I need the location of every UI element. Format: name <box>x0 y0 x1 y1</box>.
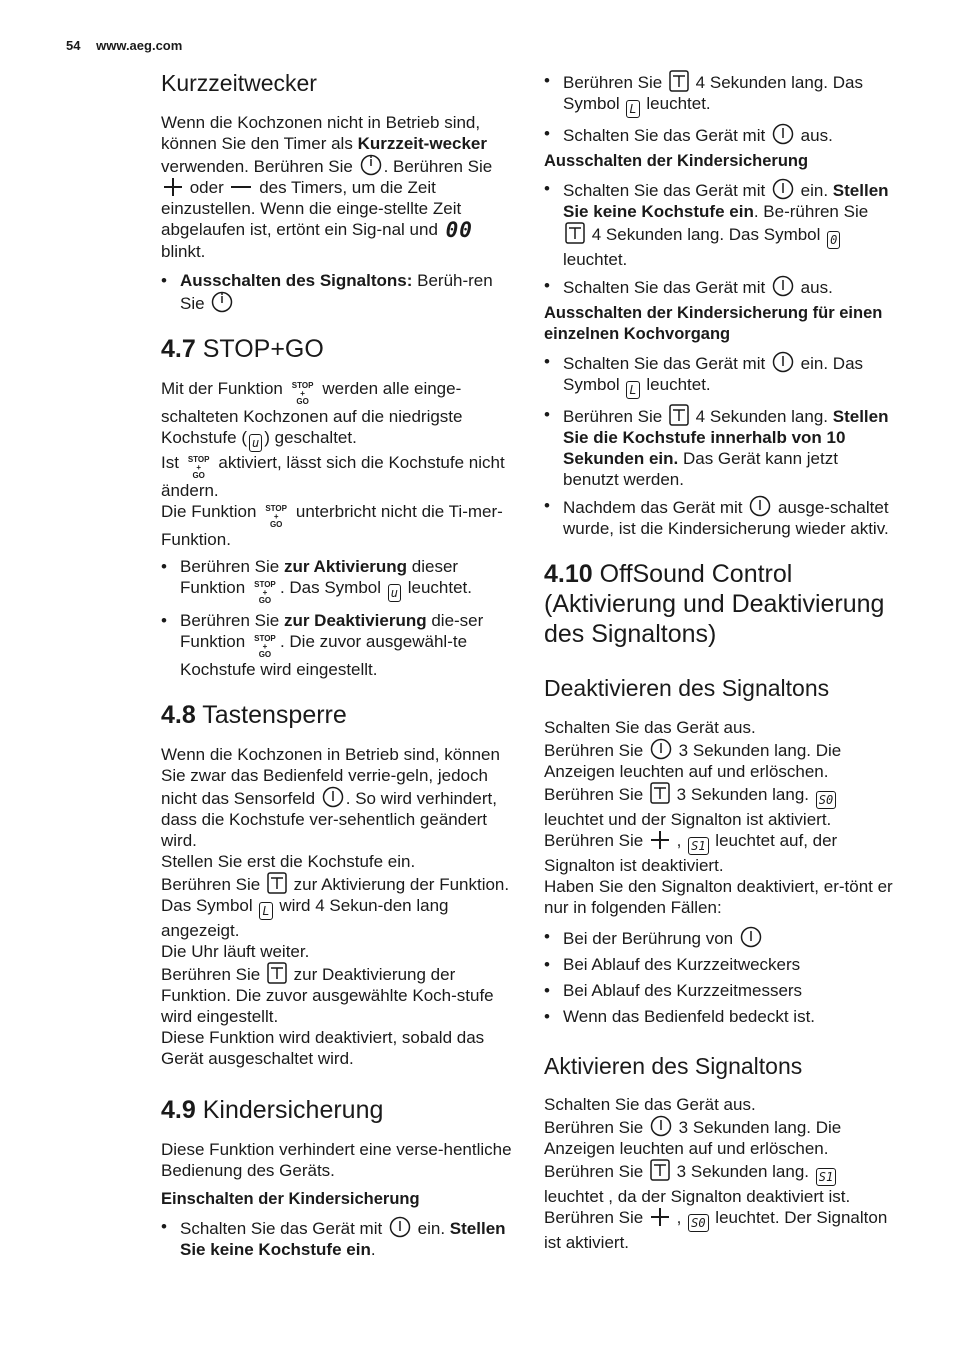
minus-icon <box>230 177 252 197</box>
text: Berühren Sie <box>544 740 648 760</box>
go-label: GO <box>258 595 272 605</box>
stop-label: STOP <box>187 454 210 464</box>
go-label: GO <box>269 519 283 529</box>
text: Berühren Sie <box>180 556 284 576</box>
kurzzeitwecker-heading: Kurzzeitwecker <box>161 70 317 96</box>
plus-icon <box>650 1207 670 1227</box>
text: , <box>671 1208 687 1228</box>
power-icon <box>772 178 794 200</box>
text: . Berühren Sie <box>383 156 493 176</box>
text-bold: Stellen Sie keine Kochstufe ein <box>563 181 889 221</box>
tastensperre-paragraph-1 <box>161 744 513 851</box>
list-item <box>544 178 896 270</box>
text: aus. <box>795 278 833 297</box>
text-bold: Stellen Sie die Kochstufe innerhalb von 10 Sekunden ein. <box>563 407 889 468</box>
text: . Das Symbol <box>279 577 386 597</box>
text: ausge-schaltet wurde, ist die Kindersicherung wieder aktiv. <box>563 498 889 538</box>
text: Das Gerät kann jetzt benutzt werden. <box>563 449 838 489</box>
text: leuchtet. <box>402 577 472 597</box>
tastensperre-paragraph-6: Diese Funktion wird deaktiviert, sobald das Gerät ausgeschaltet wird. <box>161 1027 485 1068</box>
text: ein. <box>795 181 833 200</box>
deaktivieren-heading: Deaktivieren des Signaltons <box>544 675 830 701</box>
kurzzeitwecker-list <box>161 270 513 314</box>
power-icon <box>772 123 794 145</box>
text: Schalten Sie das Gerät mit <box>563 354 770 373</box>
text: . So wird verhindert, dass die Kochstufe ver-sehentlich geändert wird. <box>161 788 497 850</box>
go-label: GO <box>258 649 272 659</box>
text-bold: Ausschalten des Signaltons: <box>180 270 413 290</box>
stop-go-icon <box>290 382 316 406</box>
list-item: • Bei Ablauf des Kurzzeitmessers <box>544 980 896 1001</box>
list-item <box>544 351 896 399</box>
display-s0-symbol: S0 <box>688 1214 708 1232</box>
text: . Be-rühren Sie <box>753 202 869 221</box>
stopgo-list <box>161 556 513 680</box>
go-label: GO <box>296 396 309 406</box>
text: Berühren Sie <box>563 407 667 426</box>
go-label: GO <box>192 470 205 480</box>
text: leuchtet. <box>563 250 628 269</box>
power-icon <box>740 926 762 948</box>
text: Ist <box>161 452 184 472</box>
text: zur Deaktivierung der Funktion. Die zuvor ausgewählte Koch-stufe wird eingestellt. <box>161 964 494 1026</box>
einzelkochvorgang-list <box>544 351 896 539</box>
section-number: 4.7 <box>161 334 196 363</box>
text: leuchtet. Der Signalton ist aktiviert. <box>544 1208 888 1253</box>
list-item <box>161 610 513 680</box>
stop-go-icon <box>252 581 278 605</box>
ausschalten-list <box>544 178 896 298</box>
display-l-symbol: L <box>259 902 272 920</box>
display-s1-symbol: S1 <box>688 837 708 855</box>
text: leuchtet. <box>641 94 711 113</box>
power-icon <box>650 1115 672 1137</box>
stop-go-icon <box>263 505 289 529</box>
text: 4 Sekunden lang. <box>690 407 833 426</box>
kurzzeitwecker-paragraph <box>161 112 513 262</box>
display-l-symbol: L <box>626 381 639 399</box>
text: 3 Sekunden lang. Die Anzeigen leuchten auf und erlöschen. <box>544 1118 842 1159</box>
text: verwenden. Berühren Sie <box>161 156 358 176</box>
text: 3 Sekunden lang. Die Anzeigen leuchten auf und erlöschen. <box>544 740 842 781</box>
power-icon <box>389 1216 411 1238</box>
text-bold: Kurzzeit-wecker <box>357 133 487 153</box>
text: Die Funktion <box>161 501 262 521</box>
section-number: 4.8 <box>161 700 196 729</box>
section-title: Tastensperre <box>202 700 347 729</box>
tastensperre-paragraph-3 <box>161 872 513 941</box>
text: oder <box>185 177 229 197</box>
tastensperre-paragraph-2: Stellen Sie erst die Kochstufe ein. <box>161 851 416 871</box>
lock-icon <box>669 70 689 92</box>
left-column <box>161 70 513 1265</box>
lock-icon <box>669 404 689 426</box>
text: Berühren Sie <box>161 874 265 894</box>
display-u-symbol: u <box>388 584 401 602</box>
site-url: www.aeg.com <box>96 38 183 53</box>
display-u-symbol: u <box>249 434 262 452</box>
right-column <box>544 70 896 1253</box>
section-title: STOP+GO <box>202 334 324 363</box>
text: blinkt. <box>161 241 206 261</box>
text: ) geschaltet. <box>264 427 357 447</box>
text: , <box>671 830 687 850</box>
text-bold: Stellen Sie keine Kochstufe ein <box>180 1218 506 1259</box>
text: leuchtet , da der Signalton deaktiviert ist. Berühren Sie <box>544 1187 851 1228</box>
text-bold: zur Aktivierung <box>283 556 408 576</box>
tastensperre-paragraph-5 <box>161 962 513 1027</box>
text: Berühren Sie <box>180 610 284 630</box>
text: die-ser Funktion <box>180 610 484 651</box>
list-item <box>544 275 896 298</box>
text: zur Aktivierung der Funktion. Das Symbol <box>161 874 510 915</box>
stop-label: STOP <box>254 633 276 643</box>
aktivieren-paragraph-2 <box>544 1115 896 1159</box>
deaktivieren-paragraph-3 <box>544 782 896 830</box>
deaktivieren-paragraph-4 <box>544 830 896 876</box>
list-item <box>544 70 896 118</box>
lock-icon <box>267 872 287 894</box>
stopgo-paragraph-3 <box>161 501 513 550</box>
einschalten-list <box>161 1216 513 1260</box>
text: 3 Sekunden lang. <box>671 784 814 804</box>
stop-label: STOP <box>254 579 276 589</box>
display-s0-symbol: S0 <box>816 791 836 809</box>
einzelkochvorgang-subheading: Ausschalten der Kindersicherung für einen einzelnen Kochvorgang <box>544 304 883 343</box>
text: 4 Sekunden lang. Das Symbol <box>563 73 863 113</box>
deaktivieren-paragraph-5: Haben Sie den Signalton deaktiviert, er-tönt er nur in folgenden Fällen: <box>544 876 893 917</box>
aktivieren-heading: Aktivieren des Signaltons <box>544 1052 803 1079</box>
text: ein. <box>412 1218 450 1238</box>
text: dieser Funktion <box>180 556 459 597</box>
stop-go-icon <box>186 456 212 480</box>
text: Berühren Sie <box>161 964 265 984</box>
list-item <box>544 123 896 146</box>
stopgo-paragraph-1 <box>161 378 513 452</box>
deaktivieren-paragraph-1: Schalten Sie das Gerät aus. <box>544 717 756 737</box>
plus-label: + <box>262 587 268 597</box>
stop-label: STOP <box>265 503 287 513</box>
section-title: OffSound Control (Aktivierung und Deaktivierung des Signaltons) <box>544 560 885 648</box>
page-header <box>66 38 182 53</box>
offsound-heading <box>544 559 896 649</box>
text: wird 4 Sekun-den lang angezeigt. <box>161 895 449 940</box>
text: Berühren Sie <box>544 830 648 850</box>
lock-icon <box>267 962 287 984</box>
text: unterbricht nicht die Ti-mer-Funktion. <box>161 501 503 549</box>
list-item <box>544 495 896 539</box>
power-icon <box>749 495 771 517</box>
text: Berühren Sie <box>563 73 667 92</box>
list-item: • Bei Ablauf des Kurzzeitweckers <box>544 954 896 975</box>
text: 3 Sekunden lang. <box>671 1162 814 1182</box>
lock-icon <box>650 1159 670 1181</box>
kindersicherung-cont-list <box>544 70 896 146</box>
power-icon <box>772 351 794 373</box>
text: Berühren Sie <box>544 1118 648 1138</box>
text: leuchtet auf, der Signalton ist deaktiviert. <box>544 830 838 875</box>
text: Nachdem das Gerät mit <box>563 498 748 517</box>
text: leuchtet und der Signalton ist aktiviert. <box>544 809 832 829</box>
power-icon <box>772 275 794 297</box>
list-item <box>544 926 896 949</box>
tastensperre-heading <box>161 700 513 730</box>
text: . Die zuvor ausgewähl-te Kochstufe wird eingestellt. <box>180 631 468 679</box>
lock-icon <box>565 222 585 244</box>
text: aus. <box>795 126 833 145</box>
display-s1-symbol: S1 <box>816 1168 836 1186</box>
list-item <box>161 1216 513 1260</box>
text: Berühren Sie <box>544 1162 648 1182</box>
text: Schalten Sie das Gerät mit <box>563 278 770 297</box>
stop-go-icon <box>252 635 278 659</box>
plus-icon <box>163 177 183 197</box>
text: Berühren Sie <box>544 784 648 804</box>
stop-label: STOP <box>291 380 314 390</box>
aktivieren-paragraph-3 <box>544 1159 896 1253</box>
display-00-symbol: 00 <box>445 217 473 242</box>
text: . <box>370 1239 376 1259</box>
plus-label: + <box>196 462 201 472</box>
timer-icon <box>211 291 233 313</box>
stopgo-paragraph-2 <box>161 452 513 501</box>
kindersicherung-heading <box>161 1095 513 1125</box>
text: aktiviert, lässt sich die Kochstufe nicht ändern. <box>161 452 505 500</box>
text: 4 Sekunden lang. Das Symbol <box>587 225 826 244</box>
list-item <box>544 404 896 490</box>
signalton-cases-list <box>544 926 896 1027</box>
plus-label: + <box>262 641 268 651</box>
ausschalten-subheading: Ausschalten der Kindersicherung <box>544 152 809 170</box>
text: Bei der Berührung von <box>563 928 738 948</box>
text-bold: zur Deaktivierung <box>283 610 427 630</box>
text: Mit der Funktion <box>161 378 288 398</box>
einschalten-subheading: Einschalten der Kindersicherung <box>161 1189 420 1208</box>
lock-icon <box>650 782 670 804</box>
plus-label: + <box>300 388 305 398</box>
text: ein. Das Symbol <box>563 354 864 394</box>
power-icon <box>322 786 344 808</box>
stopgo-heading <box>161 334 513 364</box>
power-icon <box>650 738 672 760</box>
list-item: • Wenn das Bedienfeld bedeckt ist. <box>544 1006 896 1027</box>
section-number: 4.10 <box>544 560 593 588</box>
section-title: Kindersicherung <box>202 1095 384 1124</box>
text: Schalten Sie das Gerät mit <box>563 126 770 145</box>
timer-icon <box>360 154 382 176</box>
text: des Timers, um die Zeit einzustellen. Wenn die einge-stellte Zeit abgelaufen ist, ertönt ein Sig-nal und <box>161 177 462 239</box>
aktivieren-paragraph-1: Schalten Sie das Gerät aus. <box>544 1095 756 1115</box>
text: Wenn die Kochzonen in Betrieb sind, können Sie zwar das Bedienfeld verrie-geln, jedoch nicht das Sensorfeld <box>161 744 500 808</box>
plus-icon <box>650 830 670 850</box>
plus-label: + <box>273 511 279 521</box>
text: Schalten Sie das Gerät mit <box>180 1218 387 1238</box>
display-0-symbol: 0 <box>827 231 840 249</box>
list-item <box>161 556 513 605</box>
tastensperre-paragraph-4: Die Uhr läuft weiter. <box>161 941 310 961</box>
text: Wenn die Kochzonen nicht in Betrieb sind, können Sie den Timer als <box>161 112 481 153</box>
text: Berüh-ren Sie <box>180 270 493 313</box>
page-number: 54 <box>66 38 81 53</box>
deaktivieren-paragraph-2 <box>544 738 896 782</box>
text: werden alle einge-schalteten Kochzonen auf die niedrigste Kochstufe ( <box>161 378 463 447</box>
section-number: 4.9 <box>161 1095 196 1124</box>
text: leuchtet. <box>641 375 711 394</box>
list-item <box>161 270 513 314</box>
kindersicherung-paragraph: Diese Funktion verhindert eine verse-hentliche Bedienung des Geräts. <box>161 1139 512 1180</box>
display-l-symbol: L <box>626 100 639 118</box>
text: Schalten Sie das Gerät mit <box>563 181 770 200</box>
